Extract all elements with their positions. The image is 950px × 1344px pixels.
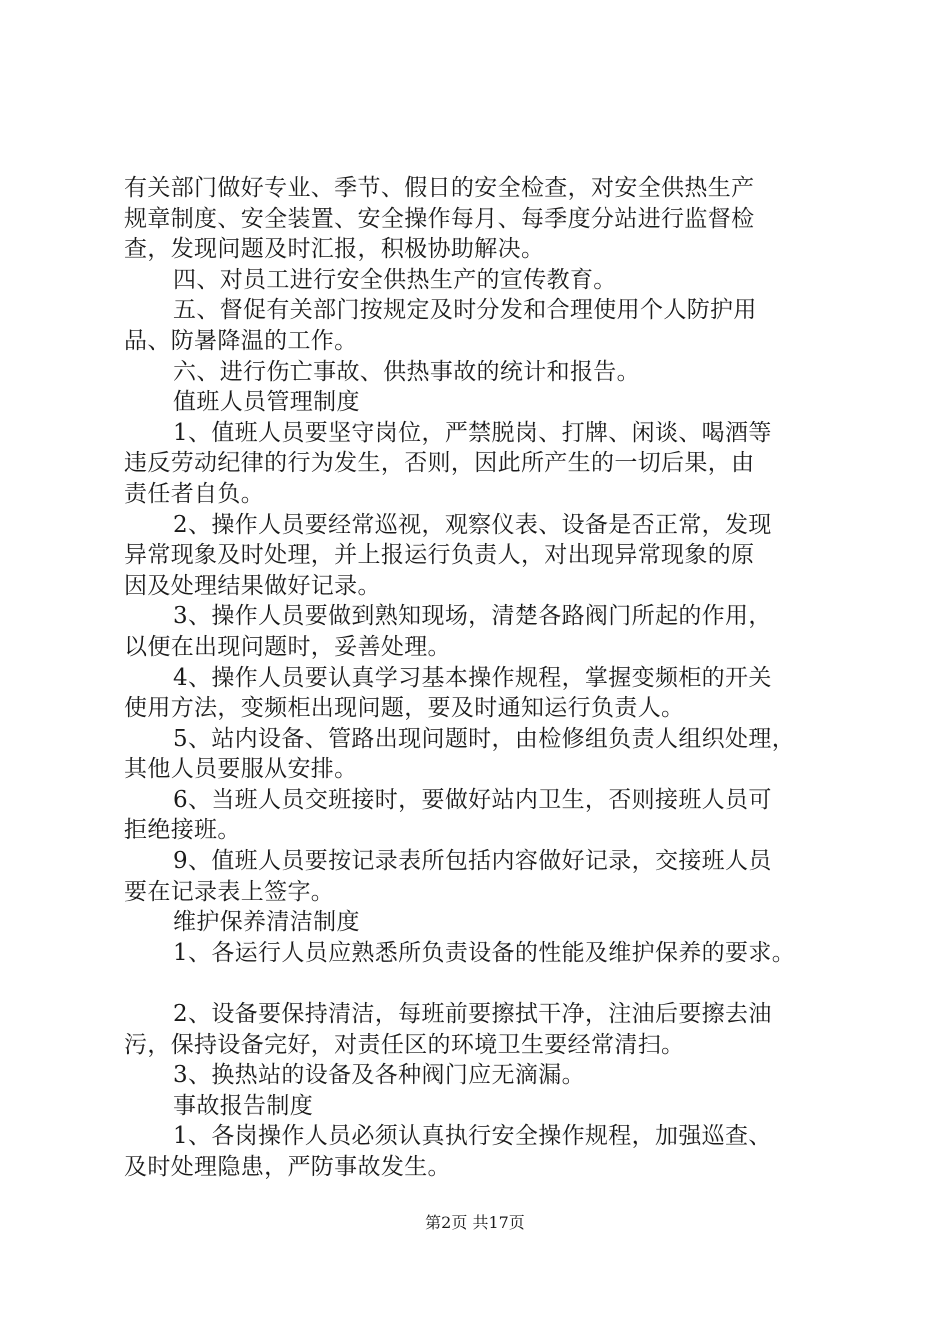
text-line: 3、换热站的设备及各种阀门应无滴漏。: [173, 1062, 585, 1089]
text-line: 事故报告制度: [173, 1092, 314, 1119]
text-line: 五、督促有关部门按规定及时分发和合理使用个人防护用: [173, 297, 757, 324]
text-line: 6、当班人员交班接时，要做好站内卫生，否则接班人员可: [173, 786, 772, 813]
text-line: 四、对员工进行安全供热生产的宣传教育。: [173, 266, 617, 293]
text-line: 因及处理结果做好记录。: [124, 572, 381, 599]
text-line: 污，保持设备完好，对责任区的环境卫生要经常清扫。: [124, 1031, 685, 1058]
text-line: 拒绝接班。: [124, 817, 241, 844]
text-line: 要在记录表上签字。: [124, 878, 335, 905]
text-line: 5、站内设备、管路出现问题时，由检修组负责人组织处理，: [173, 725, 796, 752]
text-line: 2、操作人员要经常巡视，观察仪表、设备是否正常，发现: [173, 511, 772, 538]
text-line: 4、操作人员要认真学习基本操作规程，掌握变频柜的开关: [173, 664, 772, 691]
text-line: 维护保养清洁制度: [173, 909, 360, 936]
text-line: 1、各运行人员应熟悉所负责设备的性能及维护保养的要求。: [173, 939, 796, 966]
page-footer: 第2页 共17页: [425, 1213, 525, 1232]
text-line: 违反劳动纪律的行为发生，否则，因此所产生的一切后果，由: [124, 450, 755, 477]
text-line: 六、进行伤亡事故、供热事故的统计和报告。: [173, 358, 640, 385]
text-line: 其他人员要服从安排。: [124, 756, 358, 783]
text-line: 1、各岗操作人员必须认真执行安全操作规程，加强巡查、: [173, 1123, 772, 1150]
text-line: 查，发现问题及时汇报，积极协助解决。: [124, 236, 545, 263]
text-line: 使用方法，变频柜出现问题，要及时通知运行负责人。: [124, 695, 685, 722]
text-line: 以便在出现问题时，妥善处理。: [124, 633, 451, 660]
blank-line: [124, 968, 854, 999]
document-body: [124, 173, 854, 1183]
text-line: 责任者自负。: [124, 480, 265, 507]
text-line: 异常现象及时处理，并上报运行负责人，对出现异常现象的原: [124, 542, 755, 569]
text-line: 品、防暑降温的工作。: [124, 327, 358, 354]
text-line: 及时处理隐患，严防事故发生。: [124, 1154, 451, 1180]
text-line: 有关部门做好专业、季节、假日的安全检查，对安全供热生产: [124, 175, 755, 201]
text-line: 2、设备要保持清洁，每班前要擦拭干净，注油后要擦去油: [173, 1001, 772, 1028]
text-line: 3、操作人员要做到熟知现场，清楚各路阀门所起的作用，: [173, 603, 772, 630]
text-line: 9、值班人员要按记录表所包括内容做好记录，交接班人员: [173, 848, 772, 875]
text-line: 值班人员管理制度: [173, 389, 360, 416]
text-line: 规章制度、安全装置、安全操作每月、每季度分站进行监督检: [124, 205, 755, 232]
text-line: 1、值班人员要坚守岗位，严禁脱岗、打牌、闲谈、喝酒等: [173, 419, 772, 446]
